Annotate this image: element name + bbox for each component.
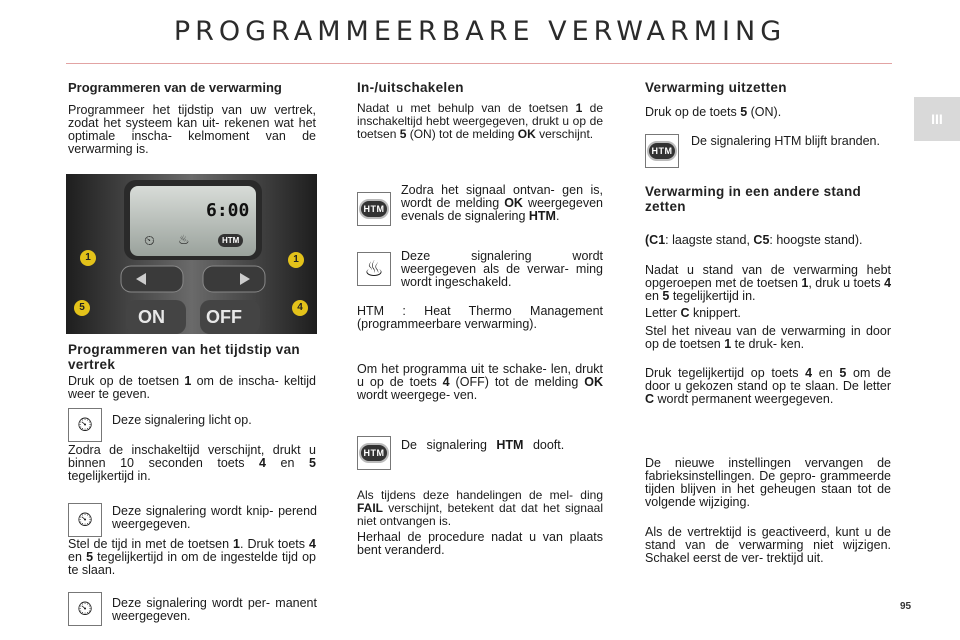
- remote-off-button: OFF: [206, 307, 242, 327]
- paragraph-repeat: Herhaal de procedure nadat u van plaats bent veranderd.: [357, 530, 603, 557]
- remote-illustration: [66, 174, 317, 334]
- remote-control-photo: [66, 174, 317, 334]
- remote-clock-icon: ⏲: [144, 232, 155, 248]
- paragraph-letter-blinks: Letter C knippert.: [645, 306, 741, 320]
- remote-heat-icon: ♨: [178, 232, 190, 247]
- paragraph-set-time: Stel de tijd in met de toetsen 1. Druk toets 4 en 5 tegelijkertijd in om de ingestelde tijd op te slaan.: [68, 537, 316, 577]
- paragraph-levels: (C1: laagste stand, C5: hoogste stand).: [645, 233, 863, 247]
- paragraph-save-level: Druk tegelijkertijd op toets 4 en 5 om de door u gekozen stand op te slaan. De letter C wordt permanent weergegeven.: [645, 366, 891, 406]
- timer-permanent-icon-box: [68, 592, 102, 626]
- htm-icon-on: HTM: [647, 141, 677, 161]
- htm-definition: HTM : Heat Thermo Management (programmeerbare verwarming).: [357, 304, 603, 331]
- callout-4: 4: [292, 300, 308, 316]
- paragraph-switch-on: Nadat u met behulp van de toetsen 1 de inschakeltijd hebt weergegeven, drukt u op de toetsen 5 (ON) tot de melding OK verschijnt.: [357, 101, 603, 141]
- callout-1-left: 1: [80, 250, 96, 266]
- htm-icon: HTM: [359, 199, 389, 219]
- icon-text-permanent: Deze signalering wordt per- manent weergegeven.: [112, 596, 317, 623]
- callout-1-right: 1: [288, 252, 304, 268]
- section-heading-programming: Programmeren van de verwarming: [68, 80, 282, 95]
- timer-blinking-icon: ⏲: [77, 508, 93, 531]
- paragraph-switch-off: Om het programma uit te schake- len, drukt u op de toets 4 (OFF) tot de melding OK wordt weergege- ven.: [357, 362, 603, 402]
- remote-htm-icon: HTM: [218, 234, 243, 247]
- paragraph-display-time: Druk op de toetsen 1 om de inscha- keltijd weer te geven.: [68, 374, 316, 401]
- page-title: PROGRAMMEERBARE VERWARMING: [173, 16, 787, 47]
- paragraph-recall-level: Nadat u stand van de verwarming hebt opgeroepen met de toetsen 1, druk u toets 4 en 5 tegelijkertijd in.: [645, 263, 892, 303]
- callout-5: 5: [74, 300, 90, 316]
- heating-icon: ♨: [364, 256, 384, 281]
- remote-display-time: 6:00: [206, 200, 250, 221]
- paragraph-press-keys: Zodra de inschakeltijd verschijnt, drukt u binnen 10 seconden toets 4 en 5 tegelijkertijd in.: [68, 443, 316, 483]
- section-heading-departure: Programmeren van het tijdstip van vertrek: [68, 342, 300, 372]
- page-number: 95: [900, 601, 912, 612]
- title-divider: [66, 63, 892, 64]
- htm-icon-box-1: [357, 192, 391, 226]
- paragraph-set-level: Stel het niveau van de verwarming in door op de toetsen 1 te druk- ken.: [645, 324, 891, 351]
- paragraph-departure-active: Als de vertrektijd is geactiveerd, kunt u de stand van de verwarming niet wijzigen. Schakel eerst de ver- trektijd uit.: [645, 525, 891, 565]
- icon-text-blinking: Deze signalering wordt knip- perend weergegeven.: [112, 504, 317, 531]
- timer-icon: ⏲: [77, 413, 93, 436]
- htm-icon-box-3: [645, 134, 679, 168]
- section-heading-on-off: In-/uitschakelen: [357, 80, 464, 95]
- icon-text-htm-stays: De signalering HTM blijft branden.: [691, 134, 880, 148]
- paragraph-new-settings: De nieuwe instellingen vervangen de fabrieksinstellingen. De gepro- grammeerde tijden blijven in het geheugen staan tot de volgende wijziging.: [645, 456, 891, 509]
- paragraph-fail: Als tijdens deze handelingen de mel- ding FAIL verschijnt, betekent dat dat het signaal niet ontvangen is.: [357, 488, 603, 528]
- icon-text-heating-on: Deze signalering wordt weergegeven als de verwar- ming wordt ingeschakeld.: [401, 249, 603, 289]
- icon-text-htm-off: De signalering HTM dooft.: [401, 438, 565, 452]
- htm-icon-box-2: [357, 436, 391, 470]
- paragraph-press-on: Druk op de toets 5 (ON).: [645, 105, 782, 119]
- intro-paragraph: Programmeer het tijdstip van uw vertrek, zodat het systeem kan uit- rekenen wat het optimale inscha- kelmoment van de verwarming is.: [68, 103, 316, 156]
- remote-on-button: ON: [138, 307, 165, 327]
- section-heading-heating-off: Verwarming uitzetten: [645, 80, 787, 95]
- timer-blinking-icon-box: [68, 503, 102, 537]
- icon-text-lights-up: Deze signalering licht op.: [112, 413, 252, 427]
- section-heading-change-level: Verwarming in een andere stand zetten: [645, 184, 862, 214]
- htm-icon-off: HTM: [359, 443, 389, 463]
- chapter-tab: III: [914, 97, 960, 141]
- heating-icon-box: [357, 252, 391, 286]
- timer-permanent-icon: ⏲: [77, 597, 93, 620]
- timer-icon-box: [68, 408, 102, 442]
- icon-text-signal-received: Zodra het signaal ontvan- gen is, wordt de melding OK weergegeven evenals de signalering HTM.: [401, 183, 603, 223]
